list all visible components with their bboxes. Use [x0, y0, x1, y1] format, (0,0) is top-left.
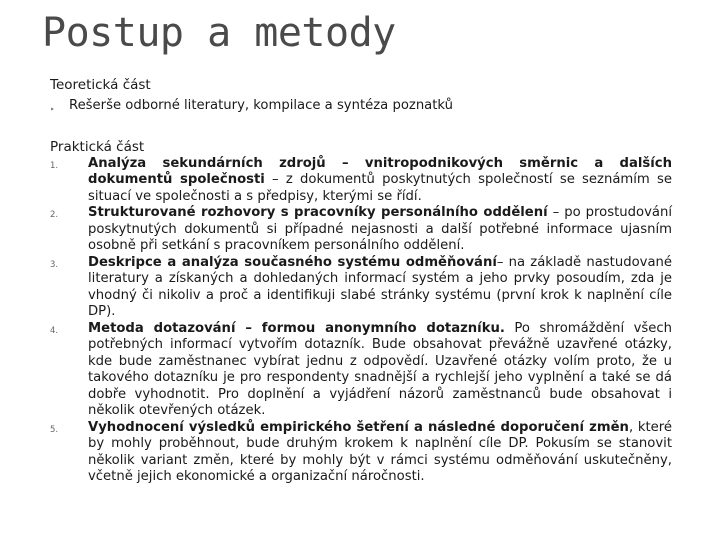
slide-title: Postup a metody	[42, 10, 396, 56]
theory-section	[50, 77, 672, 118]
practice-heading: Praktická část	[50, 139, 145, 155]
item-number: 1.	[50, 160, 59, 171]
list-item	[50, 205, 672, 255]
practice-section	[50, 139, 672, 486]
item-text: – na základě nastudované literatury a získaných a dohledaných informací systém a jeho prvky posoudím, zda je vhodný či nikoliv a proč a identifikuji slabé stránky systému (první krok k naplnění cíle DP).	[88, 254, 672, 319]
item-bold-text: Deskripce a analýza současného systému odměňování	[88, 254, 497, 270]
theory-bullet-item	[50, 98, 672, 119]
item-text: , které by mohly proběhnout, bude druhým krokem k naplnění cíle DP. Pokusím se stanovit několik variant změn, které by mohly být v rámci systému odměňování uskutečněny, včetně jejich ekonomické a organizační náročnosti.	[88, 419, 672, 484]
item-bold-text: Metoda dotazování – formou anonymního dotazníku.	[88, 320, 505, 336]
list-item	[50, 321, 672, 420]
item-number: 2.	[50, 210, 59, 220]
list-item	[50, 420, 672, 486]
item-bold-text: Vyhodnocení výsledků empirického šetření a následné doporučení změn	[88, 419, 629, 435]
item-bold-text: Strukturované rozhovory s pracovníky personálního oddělení	[88, 205, 548, 220]
list-item	[50, 255, 672, 321]
item-number: 3.	[50, 259, 59, 270]
item-number: 4.	[50, 325, 59, 336]
theory-heading: Teoretická část	[50, 77, 151, 93]
item-text: – z dokumentů poskytnutých společností se seznámím se situací ve společnosti a s předpisy, kterými se řídí.	[88, 172, 672, 204]
theory-bullet-text: Rešerše odborné literatury, kompilace a syntéza poznatků	[69, 97, 454, 113]
bullet-arrow-icon: ‣	[50, 104, 55, 114]
item-text: Po shromáždění všech potřebných informací vytvořím dotazník. Bude obsahovat převážně uzavřené otázky, kde bude zaměstnanec vybírat jednu z odpovědí. Uzavřené otázky volím proto, že u takového dotazníku je pro respondenty snadnější a rychlejší jeho vyplnění a také se dá dobře vyhodnotit. Pro doplnění a vyjádření názorů zaměstnanců bude obsahovat i několik otevřených otázek.	[88, 320, 673, 418]
list-item	[50, 156, 672, 206]
item-text: – po prostudování poskytnutých dokumentů si případné nejasnosti a další potřebné informace ujasním osobně při setkání s pracovníkem personálního oddělení.	[88, 205, 672, 253]
item-bold-text: Analýza sekundárních zdrojů – vnitropodnikových směrnic a dalších dokumentů společnosti	[88, 155, 672, 187]
item-number: 5.	[50, 424, 59, 435]
